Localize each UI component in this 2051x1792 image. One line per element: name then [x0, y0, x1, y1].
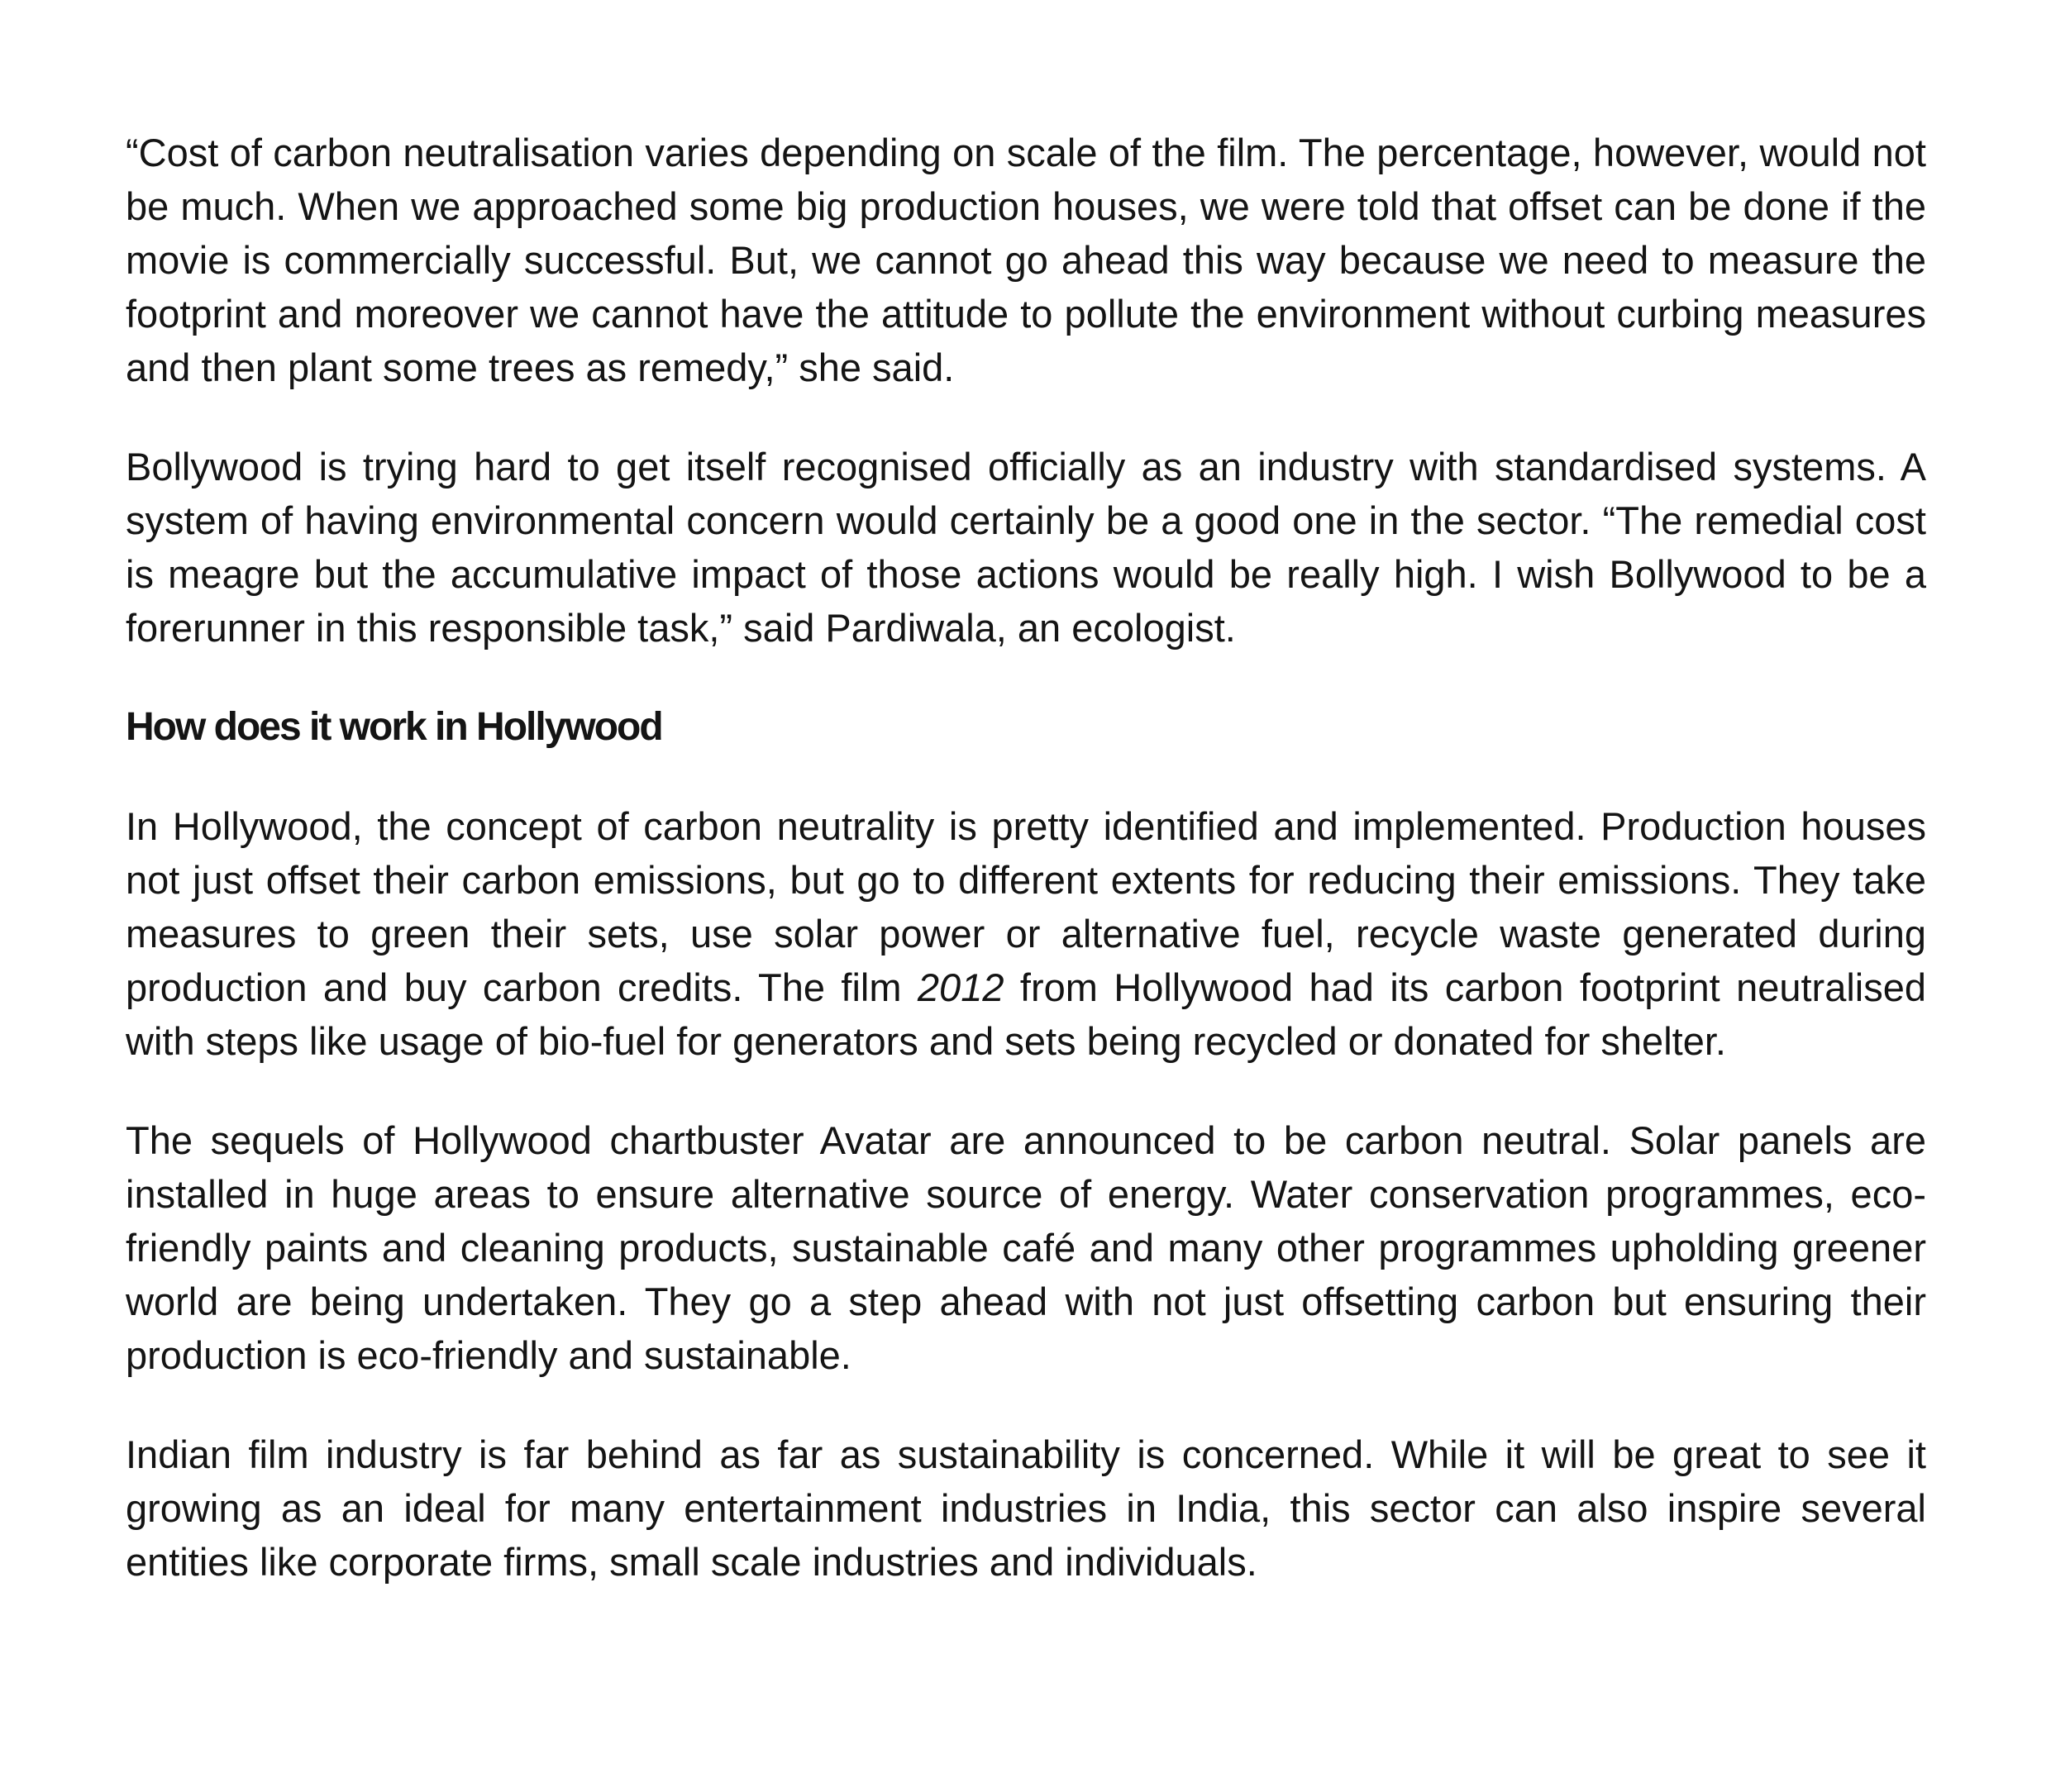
hollywood-text-end: from Hollywood had its carbon footprint neutralised with steps like usage of bio-fuel for generators and sets being recycled or donated for shelter.	[126, 965, 1926, 1063]
document-page	[126, 126, 1926, 1634]
bollywood-paragraph: Bollywood is trying hard to get itself recognised officially as an industry with standardised systems. A system of having environmental concern would certainly be a good one in the sector. “The remedial cost is meagre but the accumulative impact of those actions would be really high. I wish Bollywood to be a forerunner in this responsible task,” said Pardiwala, an ecologist.	[126, 445, 1926, 650]
section-heading: How does it work in Hollywood	[126, 705, 662, 749]
quote-paragraph: “Cost of carbon neutralisation varies depending on scale of the film. The percentage, however, would not be much. When we approached some big production houses, we were told that offset can be done if the movie is commercially successful. But, we cannot go ahead this way because we need to measure the footprint and moreover we cannot have the attitude to pollute the environment without curbing measures and then plant some trees as remedy,” she said.	[126, 131, 1926, 389]
indian-industry-paragraph: Indian film industry is far behind as far as sustainability is concerned. While it will be great to see it growing as an ideal for many entertainment industries in India, this sector can also inspire several entities like corporate firms, small scale industries and individuals.	[126, 1432, 1926, 1584]
hollywood-text-start: In Hollywood, the concept of carbon neutrality is pretty identified and implemented. Production houses not just offset their carbon emissions, but go to different extents for reducing their emissions. They take measures to green their sets, use solar power or alternative fuel, recycle waste generated during production and buy carbon credits. The film	[126, 804, 1926, 1009]
hollywood-paragraph	[126, 799, 1926, 1068]
avatar-paragraph: The sequels of Hollywood chartbuster Avatar are announced to be carbon neutral. Solar panels are installed in huge areas to ensure alternative source of energy. Water conservation programmes, eco-friendly paints and cleaning products, sustainable café and many other programmes upholding greener world are being undertaken. They go a step ahead with not just offsetting carbon but ensuring their production is eco-friendly and sustainable.	[126, 1118, 1926, 1377]
film-title-2012: 2012	[917, 965, 1004, 1009]
